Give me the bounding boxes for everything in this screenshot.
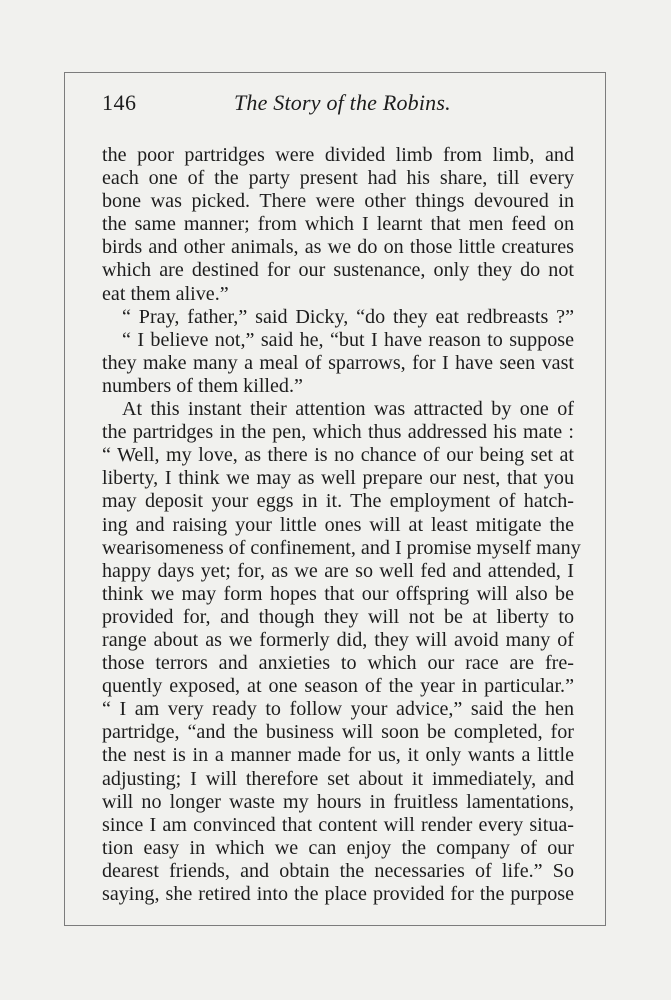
page-number: 146 <box>102 90 137 115</box>
text-line: ing and raising your little ones will at least mitigate the <box>102 513 574 536</box>
text-line: range about as we formerly did, they will avoid many of <box>102 628 574 651</box>
text-line: “ I am very ready to follow your advice,” said the hen <box>102 698 574 721</box>
text-line: At this instant their attention was attracted by one of <box>122 398 574 421</box>
text-line: may deposit your eggs in it. The employment of hatch- <box>102 490 574 513</box>
text-line: eat them alive.” <box>102 282 229 305</box>
text-line: quently exposed, at one season of the year in particular.” <box>102 675 574 698</box>
text-line: since I am convinced that content will render every situa- <box>102 813 574 836</box>
text-line: happy days yet; for, as we are so well fed and attended, I <box>102 559 574 582</box>
text-line: wearisomeness of confinement, and I promise myself many <box>102 536 581 559</box>
text-line: think we may form hopes that our offspring will also be <box>102 582 574 605</box>
text-line: birds and other animals, as we do on those little creatures <box>102 236 574 259</box>
text-line: the nest is in a manner made for us, it only wants a little <box>102 744 574 767</box>
running-title: The Story of the Robins. <box>234 90 451 115</box>
text-line: will no longer waste my hours in fruitless lamentations, <box>102 790 574 813</box>
body-text <box>102 144 581 906</box>
text-line: partridge, “and the business will soon be completed, for <box>102 721 574 744</box>
text-line: saying, she retired into the place provided for the purpose <box>102 883 574 905</box>
text-line: liberty, I think we may as well prepare our nest, that you <box>102 467 574 490</box>
text-line: “ Well, my love, as there is no chance of our being set at <box>102 444 574 467</box>
text-line: which are destined for our sustenance, only they do not <box>102 259 574 282</box>
page-header <box>102 90 574 120</box>
text-line: those terrors and anxieties to which our race are fre- <box>102 652 574 675</box>
text-line: each one of the party present had his share, till every <box>102 167 574 190</box>
text-line: numbers of them killed.” <box>102 374 303 397</box>
text-line: they make many a meal of sparrows, for I have seen vast <box>102 351 574 374</box>
text-line: provided for, and though they will not be at liberty to <box>102 605 574 628</box>
text-line: “ Pray, father,” said Dicky, “do they eat redbreasts ?” <box>122 305 574 328</box>
text-line: dearest friends, and obtain the necessaries of life.” So <box>102 859 574 882</box>
text-line: bone was picked. There were other things devoured in <box>102 190 574 213</box>
text-line: tion easy in which we can enjoy the company of our <box>102 836 574 859</box>
text-line: the same manner; from which I learnt that men feed on <box>102 213 574 236</box>
text-line: adjusting; I will therefore set about it immediately, and <box>102 767 574 790</box>
text-line: the partridges in the pen, which thus addressed his mate : <box>102 421 574 444</box>
text-line: the poor partridges were divided limb from limb, and <box>102 144 574 166</box>
text-line: “ I believe not,” said he, “but I have reason to suppose <box>122 328 574 351</box>
